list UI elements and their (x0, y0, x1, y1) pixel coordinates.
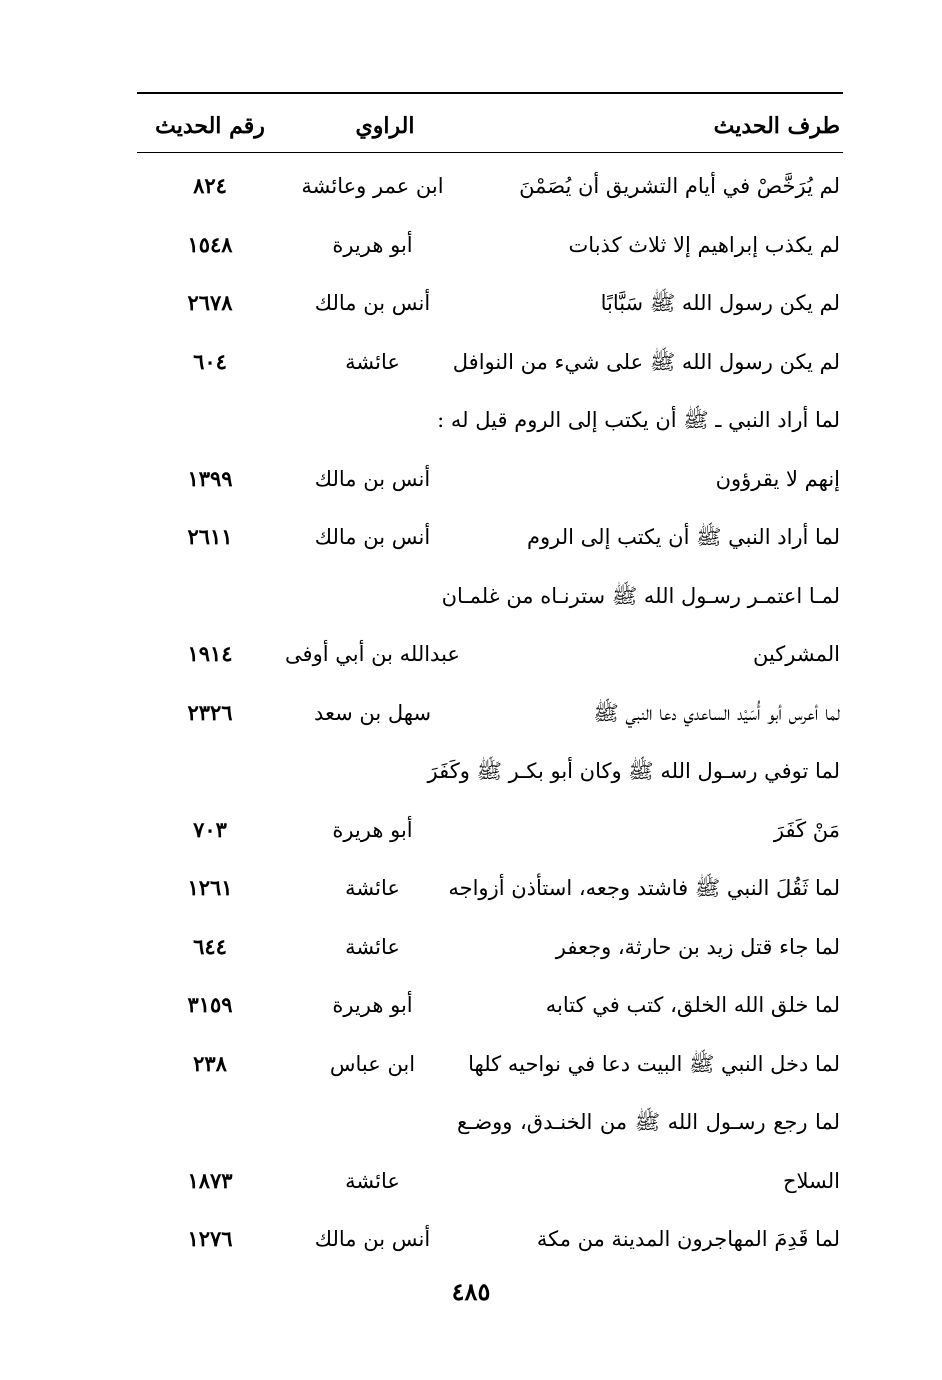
narrator-cell: أنس بن مالك (314, 1227, 431, 1251)
hadith-number-cell: ٢٦١١ (187, 524, 233, 549)
header-narrator: الراوي (355, 113, 415, 139)
narrator-cell: ابن عمر وعائشة (301, 174, 444, 198)
hadith-text-line: لما دخل النبي ﷺ البيت دعا في نواحيه كلها (468, 1052, 840, 1076)
hadith-number-cell: ٢٦٧٨ (187, 290, 233, 315)
hadith-number-cell: ٢٣٢٦ (187, 700, 233, 725)
hadith-text-line: السلاح (782, 1169, 840, 1193)
header-hadith-number: رقم الحديث (155, 113, 265, 139)
hadith-number-cell: ١٢٧٦ (187, 1226, 233, 1251)
narrator-cell: أبو هريرة (332, 993, 413, 1017)
narrator-cell: عبدالله بن أبي أوفى (285, 642, 460, 666)
narrator-cell: أبو هريرة (332, 233, 413, 257)
hadith-text-line: لم يكن رسول الله ﷺ على شيء من النوافل (452, 350, 840, 374)
hadith-text-line: لم يُرَخَّصْ في أيام التشريق أن يُصَمْنَ (519, 174, 840, 198)
header-rule (137, 152, 843, 153)
hadith-text-line: لمـا اعتمـر رسـول الله ﷺ سترنـاه من غلمـان (441, 584, 840, 608)
hadith-number-cell: ١٥٤٨ (187, 232, 233, 257)
hadith-text-line: لما رجع رسـول الله ﷺ من الخنـدق، ووضـع (457, 1110, 840, 1134)
narrator-cell: ابن عباس (329, 1052, 416, 1076)
hadith-text-line: لم يكن رسول الله ﷺ سَبَّابًا (600, 291, 840, 315)
hadith-number-cell: ١٨٧٣ (187, 1168, 233, 1193)
top-rule (137, 92, 843, 94)
narrator-cell: عائشة (345, 876, 400, 900)
hadith-number-cell: ٦٤٤ (193, 934, 227, 959)
hadith-number-cell: ٨٢٤ (193, 173, 227, 198)
hadith-text-line: مَنْ كَفَرَ (773, 818, 840, 842)
hadith-number-cell: ٢٣٨ (193, 1051, 227, 1076)
hadith-number-cell: ١٢٦١ (187, 875, 233, 900)
page-number: ٤٨٥ (451, 1277, 491, 1306)
narrator-cell: عائشة (345, 935, 400, 959)
hadith-text-line: لما خلق الله الخلق، كتب في كتابه (545, 993, 840, 1017)
hadith-text-line: لم يكذب إبراهيم إلا ثلاث كذبات (568, 233, 840, 257)
hadith-number-cell: ١٣٩٩ (187, 466, 233, 491)
header-hadith-text: طرف الحديث (713, 113, 840, 139)
narrator-cell: أنس بن مالك (314, 291, 431, 315)
hadith-number-cell: ١٩١٤ (187, 641, 233, 666)
narrator-cell: أنس بن مالك (314, 525, 431, 549)
hadith-text-line: لما قَدِمَ المهاجرون المدينة من مكة (536, 1227, 840, 1251)
hadith-number-cell: ٧٠٣ (193, 817, 227, 842)
hadith-text-line: المشركين (752, 642, 840, 666)
narrator-cell: أنس بن مالك (314, 467, 431, 491)
hadith-text-line: لما جاء قتل زيد بن حارثة، وجعفر (555, 935, 840, 959)
hadith-number-cell: ٣١٥٩ (187, 992, 233, 1017)
hadith-text-line: لما أراد النبي ﷺ أن يكتب إلى الروم (527, 525, 840, 549)
narrator-cell: أبو هريرة (332, 818, 413, 842)
narrator-cell: عائشة (345, 350, 400, 374)
narrator-cell: عائشة (345, 1169, 400, 1193)
hadith-text-line: لما توفي رسـول الله ﷺ وكان أبو بكـر ﷺ وكَفَرَ (427, 759, 840, 783)
hadith-text-line: لما ثَقُلَ النبي ﷺ فاشتد وجعه، استأذن أزواجه (448, 876, 840, 900)
hadith-number-cell: ٦٠٤ (193, 349, 227, 374)
narrator-cell: سهل بن سعد (313, 701, 432, 725)
hadith-text-line: إنهم لا يقرؤون (715, 467, 840, 491)
hadith-text-line: لما أراد النبي ـ ﷺ أن يكتب إلى الروم قيل له : (437, 408, 840, 432)
hadith-text-line: لما أعرس أبو أُسَيْد الساعدي دعا النبي ﷺ (593, 701, 840, 725)
